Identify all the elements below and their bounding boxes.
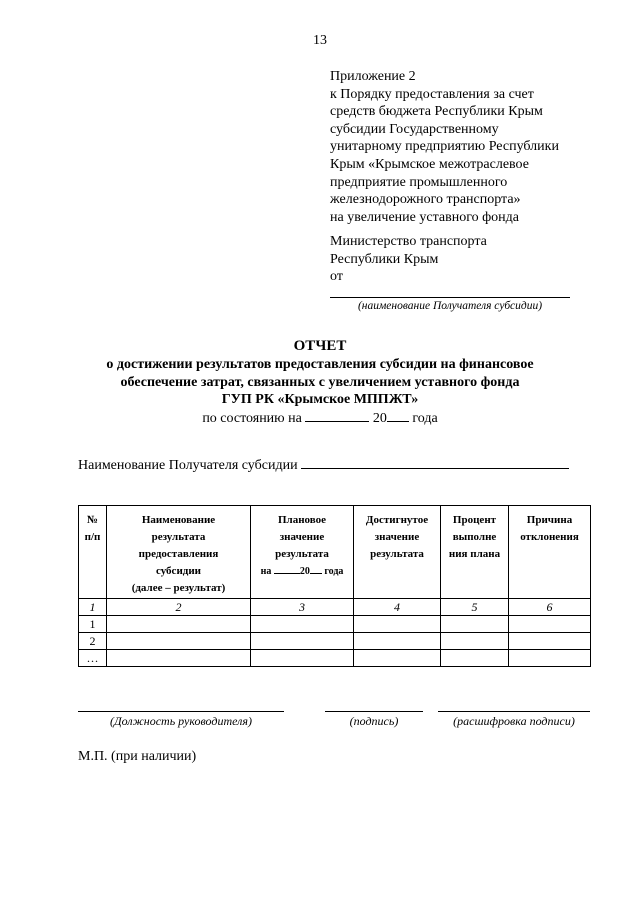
table-cell: …: [79, 650, 107, 667]
column-number: 3: [251, 599, 354, 616]
table-cell[interactable]: [441, 633, 509, 650]
recipient-label: Наименование Получателя субсидии: [78, 458, 298, 473]
appendix-line: унитарному предприятию Республики: [330, 139, 559, 155]
column-number: 1: [79, 599, 107, 616]
decoding-blank-line[interactable]: [438, 711, 590, 712]
table-cell: 1: [79, 616, 107, 633]
header-year-blank[interactable]: [310, 563, 322, 574]
appendix-line: субсидии Государственному: [330, 121, 499, 137]
header-cell: Процент выполне ния плана: [441, 506, 509, 599]
recipient-name-row: [78, 456, 569, 474]
date-blank-day[interactable]: [305, 409, 369, 422]
table-column-numbers-row: [79, 599, 591, 616]
table-cell[interactable]: [251, 616, 354, 633]
header-date-blank[interactable]: [274, 563, 300, 574]
page-number: 13: [313, 33, 327, 48]
column-number: 4: [354, 599, 441, 616]
position-caption: (Должность руководителя): [110, 714, 252, 728]
table-cell[interactable]: [441, 616, 509, 633]
report-title: ОТЧЕТ: [293, 338, 347, 354]
table-row: [79, 633, 591, 650]
recipient-name-blank[interactable]: [301, 456, 569, 469]
table-row: [79, 650, 591, 667]
table-cell[interactable]: [441, 650, 509, 667]
appendix-block: [330, 68, 630, 226]
position-blank-line[interactable]: [78, 711, 284, 712]
table-row: [79, 616, 591, 633]
header-cell: Плановое значение результата на 20 года: [251, 506, 354, 599]
header-cell: № п/п: [79, 506, 107, 599]
addressee-line: от: [330, 269, 343, 285]
addressee-line: Министерство транспорта: [330, 234, 487, 249]
header-cell: Наименование результата предоставления субсидии (далее – результат): [107, 506, 251, 599]
table-header-row: [79, 506, 591, 599]
appendix-line: предприятие промышленного: [330, 174, 508, 190]
report-subtitle-line: обеспечение затрат, связанных с увеличением уставного фонда: [120, 374, 520, 390]
stamp-note: М.П. (при наличии): [78, 749, 197, 764]
signature-blank-line[interactable]: [325, 711, 423, 712]
appendix-line: Приложение 2: [330, 69, 416, 84]
appendix-line: к Порядку предоставления за счет: [330, 86, 534, 102]
column-number: 5: [441, 599, 509, 616]
date-blank-year[interactable]: [387, 409, 409, 422]
report-date: [0, 409, 640, 427]
table-cell[interactable]: [107, 650, 251, 667]
table-cell[interactable]: [509, 616, 591, 633]
table-cell[interactable]: [354, 633, 441, 650]
decoding-caption: (расшифровка подписи): [453, 714, 575, 728]
appendix-line: на увеличение уставного фонда: [330, 209, 519, 225]
report-subtitle-line: ГУП РК «Крымское МППЖТ»: [221, 392, 419, 407]
table-cell: 2: [79, 633, 107, 650]
date-suffix: года: [412, 411, 438, 426]
column-number: 2: [107, 599, 251, 616]
results-table: [78, 505, 591, 667]
appendix-line: средств бюджета Республики Крым: [330, 104, 543, 120]
recipient-blank-line[interactable]: [330, 297, 570, 298]
date-mid: 20: [372, 411, 387, 426]
table-cell[interactable]: [509, 650, 591, 667]
column-number: 6: [509, 599, 591, 616]
header-cell: Достигнутое значение результата: [354, 506, 441, 599]
table-cell[interactable]: [107, 633, 251, 650]
date-prefix: по состоянию на: [202, 411, 302, 426]
addressee-block: [330, 233, 630, 286]
signature-caption: (подпись): [349, 714, 399, 728]
table-cell[interactable]: [251, 633, 354, 650]
appendix-line: Крым «Крымское межотраслевое: [330, 156, 529, 172]
table-cell[interactable]: [251, 650, 354, 667]
recipient-caption: (наименование Получателя субсидии): [357, 300, 543, 312]
table-cell[interactable]: [509, 633, 591, 650]
header-date: на 20 года: [251, 563, 353, 580]
report-subtitle-line: о достижении результатов предоставления субсидии на финансовое: [106, 357, 534, 372]
table-cell[interactable]: [354, 616, 441, 633]
table-cell[interactable]: [354, 650, 441, 667]
addressee-line: Республики Крым: [330, 251, 439, 267]
header-cell: Причина отклонения: [509, 506, 591, 599]
appendix-line: железнодорожного транспорта»: [330, 192, 521, 208]
report-subtitle: [0, 356, 640, 409]
table-cell[interactable]: [107, 616, 251, 633]
